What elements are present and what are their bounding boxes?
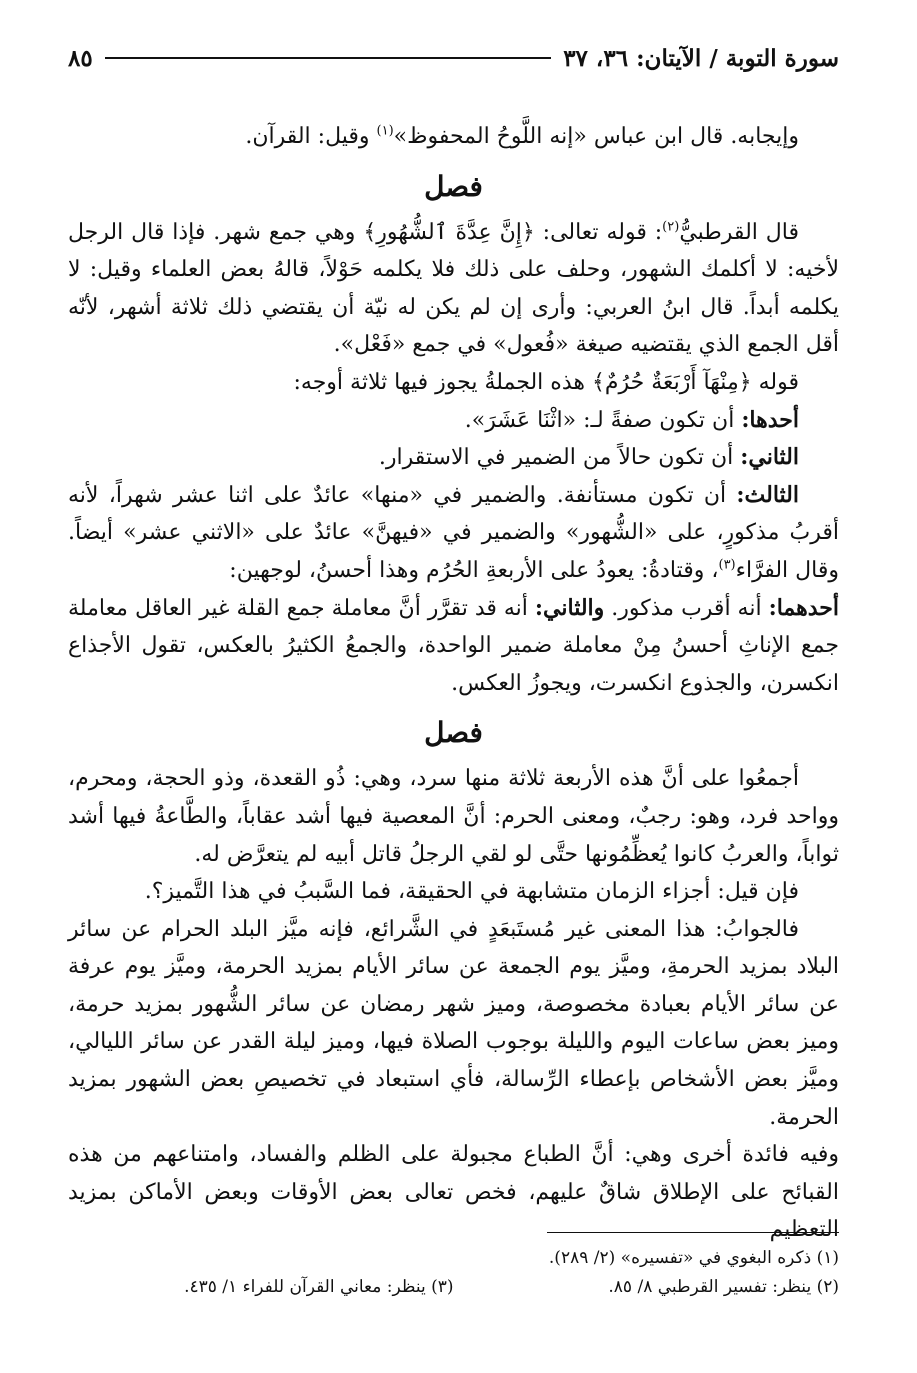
paragraph-3: قوله ﴿مِنْهَآ أَرْبَعَةٌ حُرُمٌ﴾ هذه الجملةُ يجوز فيها ثلاثة أوجه: bbox=[293, 369, 799, 395]
paragraph-2: قال القرطبيُّ$^{(٢)}$: قوله تعالى: ﴿إِنَّ عِدَّةَ ٱلشُّهُورِ﴾ وهي جمع شهر. فإذا قال الرجل لأخيه: لا أكلمك الشهور، وحلف على ذلك فلا يكلمه حَوْلاً، قالهُ بعض العلماء وقيل: لا يكلمه أبداً. قال ابنُ العربي: وأرى إن لم يكن له نيّة أن يقتضي ذلك ثلاثة أشهر، لأنّه أقل الجمع الذي يقتضيه صيغة «فُعول» في جمع «فَعْل». bbox=[68, 219, 839, 358]
footnote-ref-3: (٣) bbox=[718, 557, 736, 573]
footnote-ref-2: (٢) bbox=[662, 219, 680, 235]
header-title: سورة التوبة / الآيتان: ٣٦، ٣٧ bbox=[563, 44, 839, 72]
footnote-divider bbox=[547, 1232, 839, 1233]
footnote-3: (٣) ينظر: معاني القرآن للفراء ١/ ٤٣٥. bbox=[184, 1277, 454, 1297]
paragraph-9: فإن قيل: أجزاء الزمان متشابهة في الحقيقة، فما السَّببُ في هذا التَّميز؟. bbox=[144, 879, 799, 905]
paragraph-11: وفيه فائدة أخرى وهي: أنَّ الطباع مجبولة على الظلم والفساد، وامتناعهم من هذه القبائح على الإطلاق شاقٌ عليهم، فخص تعالى بعض الأوقات وبعض الأماكن بمزيد التعظيم bbox=[68, 1142, 839, 1243]
paragraph-6: الثالث: أن تكون مستأنفة. والضمير في «منها» عائدٌ على اثنا عشر شهراً، لأنه أقربُ مذكورٍ، على «الشُّهور» والضمير في «فيهنَّ» عائدٌ على «الاثني عشر» أيضاً. وقال الفرَّاء$^{(٣)}$، وقتادةُ: يعودُ على الأربعةِ الحُرُم وهذا أحسنُ، لوجهين: bbox=[68, 481, 839, 583]
running-header bbox=[68, 36, 839, 80]
paragraph-4: أحدها: أن تكون صفةً لـ: «اثْنَا عَشَرَ». bbox=[464, 406, 799, 433]
paragraph-7: أحدهما: أنه أقرب مذكور. والثاني: أنه قد تقرَّر أنَّ معاملة جمع القلة غير العاقل معاملة جمع الإناثِ أحسنُ مِنْ معاملة ضمير الواحدة، والجمعُ الكثيرُ بالعكس، تقول الأجذاع انكسرن، والجذوع انكسرت، ويجوزُ العكس. bbox=[68, 594, 839, 696]
section-heading-2: فصل bbox=[424, 716, 483, 750]
footnote-1: (١) ذكره البغوي في «تفسيره» (٢/ ٢٨٩). bbox=[548, 1248, 839, 1268]
footnotes bbox=[68, 1244, 839, 1302]
paragraph-10: فالجوابُ: هذا المعنى غير مُستَبعَدٍ في الشَّرائع، فإنه ميَّز البلد الحرام عن سائر البلاد بمزيد الحرمةِ، وميَّز يوم الجمعة عن سائر الأيام بمزيد الحرمة، وميَّز يوم عرفة عن سائر الأيام بعبادة مخصوصة، وميز شهر رمضان عن سائر الشُّهور بمزيد حرمة، وميز بعض ساعات اليوم والليلة بوجوب الصلاة فيها، وميز ليلة القدر عن سائر الليالي، وميَّز بعض الأشخاص بإعطاء الرِّسالة، فأي استبعاد في تخصيصِ بعض الشهور بمزيد الحرمة. bbox=[68, 916, 839, 1130]
footnote-row bbox=[68, 1273, 839, 1302]
paragraph-1: وإيجابه. قال ابن عباس «إنه اللَّوحُ المحفوظ»$^{(١)}$ وقيل: القرآن. bbox=[245, 123, 799, 149]
footnote-2: (٢) ينظر: تفسير القرطبي ٨/ ٨٥. bbox=[608, 1277, 839, 1297]
page bbox=[68, 36, 839, 1249]
paragraph-5: الثاني: أن تكون حالاً من الضمير في الاستقرار. bbox=[378, 444, 799, 471]
section-heading-1: فصل bbox=[424, 169, 483, 203]
header-rule bbox=[105, 57, 551, 59]
page-body bbox=[68, 118, 839, 1249]
paragraph-8: أجمعُوا على أنَّ هذه الأربعة ثلاثة منها سرد، وهي: ذُو القعدة، وذو الحجة، ومحرم، وواحد فرد، وهو: رجبٌ، ومعنى الحرم: أنَّ المعصية فيها أشد عقاباً، والطَّاعةُ فيها أشد ثواباً، والعربُ كانوا يُعظِّمُونها حتَّى لو لقي الرجلُ قاتل أبيه لم يتعرَّض له. bbox=[68, 766, 839, 867]
footnote-ref-1: (١) bbox=[376, 123, 394, 139]
page-number: ٨٥ bbox=[68, 44, 93, 72]
